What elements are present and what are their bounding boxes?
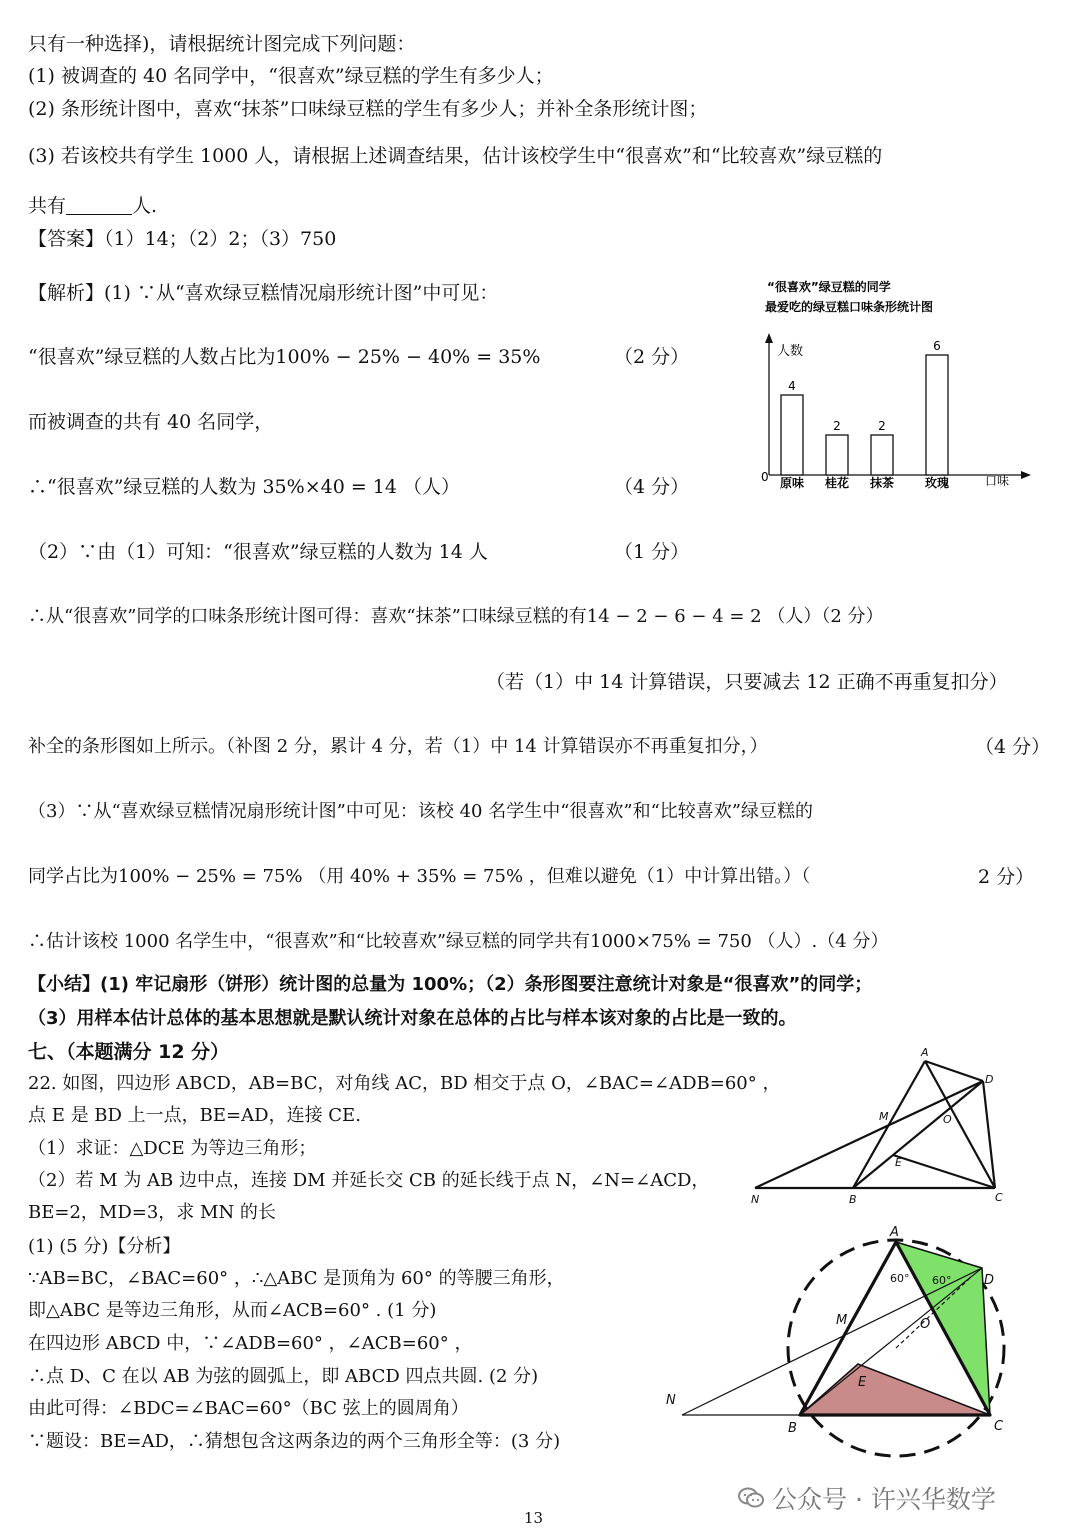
fig1-label-C: C [995,1191,1003,1204]
category-label: 原味 [779,476,805,490]
question-intro: 只有一种选择)，请根据统计图完成下列问题： [28,33,416,55]
analysis-score-10: 2 分） [978,866,1035,888]
fig1-label-O: O [943,1113,952,1126]
analysis-line-9: （3）∵从“喜欢绿豆糕情况扇形统计图”中可见：该校 40 名学生中“很喜欢”和“比较喜欢”绿豆糕的 [28,801,814,822]
fig2-label-B: B [788,1421,797,1436]
proof-line-5: ∴点 D、C 在以 AB 为弦的圆弧上，即 ABCD 四点共圆. (2 分) [28,1366,539,1387]
analysis-line-6: ∴从“很喜欢”同学的口味条形统计图可得：喜欢“抹茶”口味绿豆糕的有14 − 2 − 6 − 4 = 2 （人）（2 分） [28,606,884,627]
bar-chart [745,275,1045,495]
category-label: 抹茶 [869,476,895,490]
category-label: 玫瑰 [924,476,950,490]
section-heading: 七、（本题满分 12 分） [28,1041,230,1063]
fig2-label-C: C [994,1419,1004,1434]
q22-line-3: （1）求证：△DCE 为等边三角形； [28,1138,317,1159]
q3-end-before: 共有 [28,195,67,217]
fig2-red-triangle [800,1364,990,1415]
answer-blank [66,196,132,215]
question-2: (2) 条形统计图中，喜欢“抹茶”口味绿豆糕的学生有多少人；并补全条形统计图； [28,98,708,120]
chart-title: “很喜欢”绿豆糕的同学 [767,280,891,294]
summary-line-1: 【小结】(1) 牢记扇形（饼形）统计图的总量为 100%；（2）条形图要注意统计对象是“很喜欢”的同学； [28,974,873,995]
fig1-seg-DB [853,1081,983,1188]
analysis-line-3: 而被调查的共有 40 名同学， [28,411,274,433]
analysis-line-1: 【解析】(1) ∵从“喜欢绿豆糕情况扇形统计图”中可见： [28,282,499,304]
question-3: (3) 若该校共有学生 1000 人，请根据上述调查结果，估计该校学生中“很喜欢”和“比较喜欢”绿豆糕的 [28,145,883,167]
bar-value-label: 6 [933,339,941,353]
wechat-icon [738,1487,764,1509]
bar-抹茶 [871,435,893,475]
proof-line-7: ∵题设：BE=AD，∴猜想包含这两条边的两个三角形全等：(3 分) [28,1431,561,1452]
geometry-figure-1 [745,1045,1065,1215]
analysis-line-5: （2）∵由（1）可知：“很喜欢”绿豆糕的人数为 14 人 [28,541,488,563]
x-axis-arrow [1021,471,1031,479]
analysis-score-4: （4 分） [614,476,690,498]
q22-line-1: 22. 如图，四边形 ABCD，AB=BC，对角线 AC，BD 相交于点 O，∠BAC=∠ADB=60° ， [28,1073,781,1094]
fig1-label-A: A [921,1046,929,1059]
answer-line: 【答案】（1）14；（2）2；（3）750 [28,228,337,250]
analysis-score-2: （2 分） [614,346,690,368]
q22-line-4: （2）若 M 为 AB 边中点，连接 DM 并延长交 CB 的延长线于点 N，∠N=∠ACD， [28,1170,710,1191]
analysis-line-4: ∴“很喜欢”绿豆糕的人数为 35%×40 = 14 （人） [28,476,461,498]
fig2-angle-label-2: 60° [932,1274,952,1287]
q22-line-5: BE=2，MD=3，求 MN 的长 [28,1202,276,1223]
analysis-line-2: “很喜欢”绿豆糕的人数占比为100% − 25% − 40% = 35% [28,346,541,368]
analysis-line-8: 补全的条形图如上所示。（补图 2 分，累计 4 分，若（1）中 14 计算错误亦不再重复扣分，） [28,736,768,757]
fig2-label-N: N [666,1393,676,1408]
fig1-label-N: N [751,1193,760,1206]
bar-value-label: 4 [788,379,796,393]
fig1-label-E: E [895,1156,902,1169]
analysis-line-11: ∴估计该校 1000 名学生中，“很喜欢”和“比较喜欢”绿豆糕的同学共有1000×75% = 750 （人）.（4 分） [28,931,889,952]
analysis-score-5: （1 分） [614,541,690,563]
page-number: 13 [524,1509,544,1527]
geometry-figure-2 [660,1220,1040,1480]
fig2-angle-label-1: 60° [890,1272,910,1285]
question-1: (1) 被调查的 40 名同学中，“很喜欢”绿豆糕的学生有多少人； [28,65,554,87]
question-3-end [28,193,157,219]
y-axis-label: 人数 [777,344,804,359]
proof-line-3: 即△ABC 是等边三角形，从而∠ACB=60° . (1 分) [28,1300,437,1321]
origin-label: 0 [761,470,769,484]
fig2-label-A: A [890,1225,899,1240]
analysis-score-8: （4 分） [975,736,1051,758]
fig2-label-M: M [836,1313,848,1328]
q3-end-after: 人. [132,195,158,217]
q22-line-2: 点 E 是 BD 上一点，BE=AD，连接 CE. [28,1105,361,1126]
bar-玫瑰 [926,355,948,475]
watermark-text: 公众号 · 许兴华数学 [772,1485,996,1514]
analysis-line-7: （若（1）中 14 计算错误，只要减去 12 正确不再重复扣分） [486,671,1008,693]
proof-line-1: (1) (5 分)【分析】 [28,1236,181,1257]
fig1-seg-DC [983,1081,995,1188]
chart-subtitle: 最爱吃的绿豆糕口味条形统计图 [765,300,934,314]
summary-line-2: （3）用样本估计总体的基本思想就是默认统计对象在总体的占比与样本该对象的占比是一致的。 [28,1008,797,1029]
proof-line-2: ∵AB=BC，∠BAC=60° ，∴△ABC 是顶角为 60° 的等腰三角形， [28,1268,565,1289]
category-label: 桂花 [824,476,850,490]
fig2-label-O: O [920,1317,931,1332]
fig2-label-D: D [984,1273,995,1288]
fig1-label-M: M [879,1110,889,1123]
fig1-label-D: D [985,1073,994,1086]
bars-group [780,339,949,490]
x-axis-label: 口味 [985,474,1010,488]
proof-line-4: 在四边形 ABCD 中，∵∠ADB=60° ，∠ACB=60° ， [28,1333,473,1354]
watermark [738,1480,996,1516]
y-axis-arrow [765,333,773,343]
bar-value-label: 2 [878,419,886,433]
fig1-label-B: B [849,1193,857,1206]
proof-line-6: 由此可得：∠BDC=∠BAC=60°（BC 弦上的圆周角） [28,1398,469,1419]
fig2-label-E: E [858,1375,867,1390]
bar-原味 [781,395,803,475]
bar-桂花 [826,435,848,475]
analysis-line-10: 同学占比为100% − 25% = 75% （用 40% + 35% = 75% ，但难以避免（1）中计算出错。）（ [28,866,811,887]
bar-value-label: 2 [833,419,841,433]
